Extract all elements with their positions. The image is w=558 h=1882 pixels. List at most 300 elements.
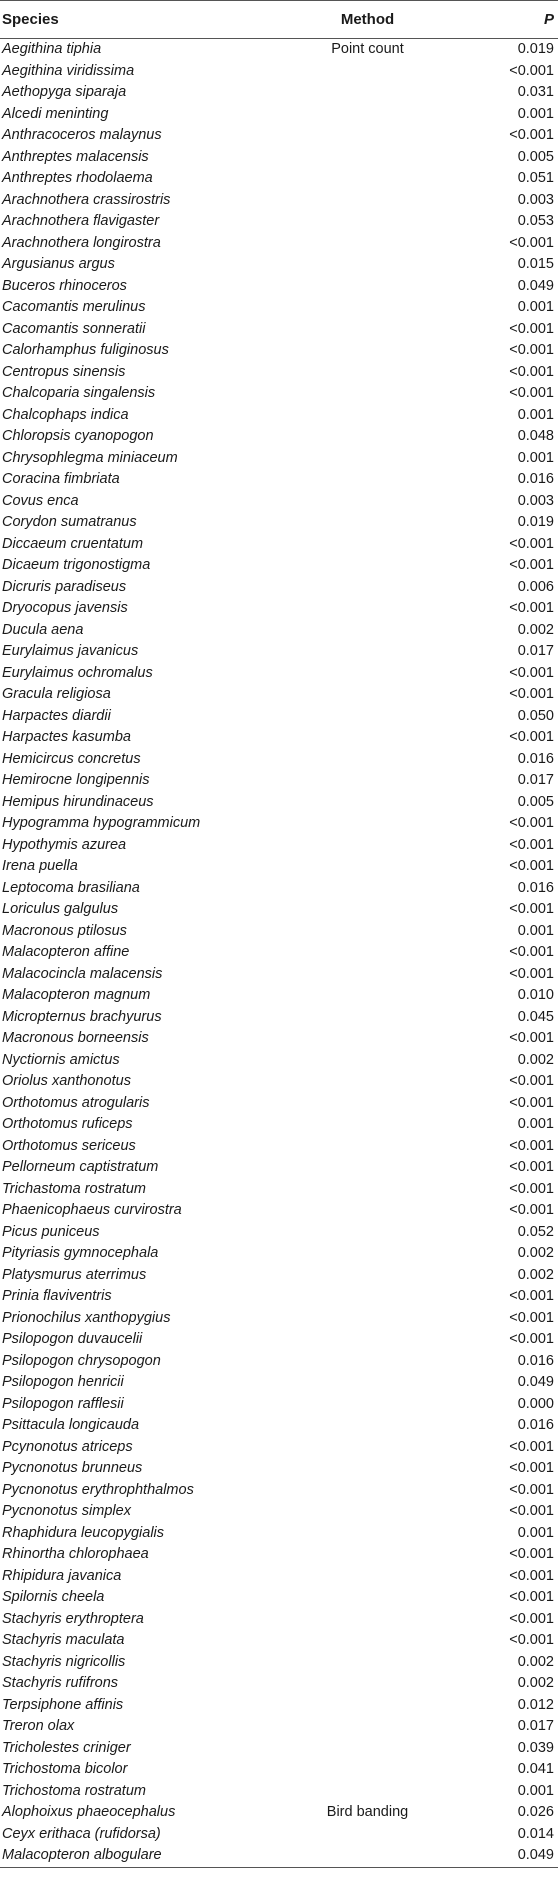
p-value: <0.001: [509, 1137, 554, 1154]
method-cell: [300, 813, 435, 835]
method-cell: [300, 1673, 435, 1695]
method-cell: [300, 1028, 435, 1050]
method-cell: [300, 1630, 435, 1652]
species-name: Trichostoma bicolor: [2, 1761, 128, 1777]
species-name: Trichostoma rostratum: [2, 1782, 146, 1799]
method-cell: [300, 297, 435, 319]
table-row: [0, 1673, 558, 1695]
method-cell: [300, 491, 435, 513]
method-cell: [300, 1759, 435, 1781]
table-row: [0, 340, 558, 362]
table-row: [0, 1093, 558, 1115]
species-name: Irena puella: [2, 858, 78, 874]
species-name: Arachnothera flavigaster: [2, 213, 160, 229]
species-name: Hypothymis azurea: [2, 836, 127, 853]
table-row: [0, 727, 558, 749]
species-name: Rhinortha chlorophaea: [2, 1546, 149, 1562]
p-value: 0.017: [517, 1718, 554, 1734]
p-value: <0.001: [509, 363, 554, 380]
species-name: Platysmurus aterrimus: [2, 1266, 147, 1283]
header-species: Species: [0, 1, 300, 39]
p-value: <0.001: [509, 1159, 554, 1175]
table-row: [0, 104, 558, 126]
table-row: [0, 1759, 558, 1781]
species-name: Aegithina viridissima: [2, 62, 135, 79]
method-cell: [300, 168, 435, 190]
table-row: [0, 1501, 558, 1523]
species-name: Stachyris nigricollis: [2, 1653, 126, 1670]
species-name: Eurylaimus ochromalus: [2, 664, 153, 681]
p-value: <0.001: [509, 1481, 554, 1498]
table-row: [0, 469, 558, 491]
p-value: <0.001: [509, 1094, 554, 1111]
table-row: [0, 1050, 558, 1072]
species-name: Hemipus hirundinaceus: [2, 793, 154, 810]
method-cell: [300, 233, 435, 255]
table-row: [0, 233, 558, 255]
table-row: [0, 921, 558, 943]
method-cell: [300, 1437, 435, 1459]
table-row: [0, 1458, 558, 1480]
species-name: Ceyx erithaca (rufidorsa): [2, 1825, 161, 1842]
p-value: 0.041: [517, 1761, 554, 1777]
p-value: 0.017: [517, 643, 554, 659]
p-value: <0.001: [509, 600, 554, 616]
table-row: [0, 1243, 558, 1265]
method-cell: [300, 964, 435, 986]
p-value: 0.001: [517, 105, 554, 122]
table-row: [0, 448, 558, 470]
table-row: [0, 383, 558, 405]
table-row: [0, 598, 558, 620]
species-name: Picus puniceus: [2, 1223, 100, 1240]
p-value: <0.001: [509, 1567, 554, 1584]
table-row: [0, 362, 558, 384]
method-cell: [300, 1351, 435, 1373]
table-row: [0, 856, 558, 878]
p-value: 0.005: [517, 148, 554, 165]
species-name: Aethopyga siparaja: [2, 84, 127, 100]
table-row: [0, 1114, 558, 1136]
p-value: <0.001: [509, 1331, 554, 1347]
p-value: 0.017: [517, 772, 554, 788]
p-value: 0.001: [517, 299, 554, 315]
table-row: [0, 297, 558, 319]
table-row: [0, 770, 558, 792]
species-name: Macronous borneensis: [2, 1030, 149, 1046]
p-value: 0.049: [435, 1845, 558, 1867]
table-row: [0, 1136, 558, 1158]
p-value: 0.026: [517, 1804, 554, 1820]
p-value: <0.001: [509, 815, 554, 831]
table-row: [0, 985, 558, 1007]
p-value: <0.001: [509, 1610, 554, 1627]
method-cell: [300, 1458, 435, 1480]
method-cell: [300, 276, 435, 298]
species-name: Buceros rhinoceros: [2, 277, 127, 294]
table-row: [0, 899, 558, 921]
header-p-value: P: [435, 1, 558, 39]
species-name: Orthotomus ruficeps: [2, 1116, 133, 1132]
p-value: 0.006: [517, 578, 554, 595]
method-cell: [300, 555, 435, 577]
p-value: <0.001: [509, 62, 554, 79]
table-row: [0, 1824, 558, 1846]
table-row: [0, 1222, 558, 1244]
p-value: <0.001: [509, 1180, 554, 1197]
p-value: 0.005: [517, 793, 554, 810]
method-cell: [300, 190, 435, 212]
species-name: Chrysophlegma miniaceum: [2, 449, 178, 466]
p-value: <0.001: [509, 557, 554, 573]
p-value: <0.001: [509, 944, 554, 960]
method-cell: [300, 684, 435, 706]
table-row: [0, 82, 558, 104]
species-name: Prionochilus xanthopygius: [2, 1309, 171, 1326]
method-cell: [300, 1222, 435, 1244]
table-row: [0, 641, 558, 663]
table-row: [0, 792, 558, 814]
method-cell: [300, 1329, 435, 1351]
method-cell: [300, 254, 435, 276]
p-value: 0.019: [517, 514, 554, 530]
p-value: 0.016: [517, 879, 554, 896]
species-name: Macronous ptilosus: [2, 922, 127, 939]
p-value: <0.001: [509, 1546, 554, 1562]
method-cell: [300, 1566, 435, 1588]
species-name: Cacomantis merulinus: [2, 299, 146, 315]
p-value: 0.012: [517, 1696, 554, 1713]
p-value: <0.001: [509, 729, 554, 745]
method-cell: [300, 1136, 435, 1158]
method-cell: [300, 1501, 435, 1523]
method-cell: [300, 405, 435, 427]
method-cell: [300, 82, 435, 104]
species-name: Dryocopus javensis: [2, 600, 128, 616]
table-row: [0, 1265, 558, 1287]
species-name: Prinia flaviventris: [2, 1288, 112, 1304]
method-cell: Point count: [331, 41, 404, 57]
p-value: 0.002: [517, 1266, 554, 1283]
method-cell: [300, 1007, 435, 1029]
table-row: [0, 1802, 558, 1824]
species-name: Hemicircus concretus: [2, 750, 141, 767]
table-row: [0, 620, 558, 642]
method-cell: Bird banding: [326, 1804, 409, 1820]
species-name: Psilopogon henricii: [2, 1374, 124, 1390]
species-name: Anthracoceros malaynus: [2, 127, 162, 143]
p-value: 0.001: [517, 1524, 554, 1541]
species-name: Aegithina tiphia: [2, 41, 102, 57]
species-name: Chloropsis cyanopogon: [2, 428, 154, 444]
p-value: <0.001: [509, 1030, 554, 1046]
p-value: 0.014: [517, 1825, 554, 1842]
p-value: <0.001: [509, 664, 554, 681]
species-name: Harpactes kasumba: [2, 729, 131, 745]
table-row: [0, 1308, 558, 1330]
method-cell: [300, 1114, 435, 1136]
p-value: 0.050: [517, 707, 554, 724]
table-row: [0, 684, 558, 706]
table-row: [0, 706, 558, 728]
species-name: Orthotomus sericeus: [2, 1137, 136, 1154]
table-row: [0, 1630, 558, 1652]
species-name: Treron olax: [2, 1718, 75, 1734]
p-value: 0.002: [517, 621, 554, 638]
method-cell: [300, 1652, 435, 1674]
table-row: [0, 555, 558, 577]
species-name: Nyctiornis amictus: [2, 1051, 120, 1068]
p-value: 0.031: [517, 84, 554, 100]
table-row: [0, 211, 558, 233]
p-value: 0.016: [517, 750, 554, 767]
p-value: <0.001: [509, 858, 554, 874]
method-cell: [300, 1781, 435, 1803]
method-cell: [300, 663, 435, 685]
table-row: [0, 1716, 558, 1738]
method-cell: [300, 1695, 435, 1717]
species-name: Hemirocne longipennis: [2, 772, 150, 788]
species-name: Rhipidura javanica: [2, 1567, 122, 1584]
table-row: [0, 1544, 558, 1566]
species-name: Hypogramma hypogrammicum: [2, 815, 201, 831]
method-cell: [300, 1609, 435, 1631]
p-value: 0.039: [517, 1739, 554, 1756]
p-value: <0.001: [509, 836, 554, 853]
p-value: 0.000: [517, 1395, 554, 1412]
species-name: Gracula religiosa: [2, 686, 111, 702]
species-name: Stachyris erythroptera: [2, 1610, 144, 1627]
p-value: <0.001: [509, 320, 554, 337]
species-name: Phaenicophaeus curvirostra: [2, 1202, 182, 1218]
method-cell: [300, 1845, 435, 1867]
table-row: [0, 254, 558, 276]
table-row: [0, 1523, 558, 1545]
table-row: [0, 749, 558, 771]
p-value: 0.052: [517, 1223, 554, 1240]
p-value: <0.001: [509, 901, 554, 917]
species-name: Calorhamphus fuliginosus: [2, 342, 169, 358]
method-cell: [300, 856, 435, 878]
table-row: [0, 61, 558, 83]
species-name: Alcedi meninting: [2, 105, 109, 122]
species-name: Ducula aena: [2, 621, 84, 638]
p-value: 0.001: [517, 922, 554, 939]
table-row: [0, 39, 558, 61]
p-value: 0.002: [517, 1245, 554, 1261]
table-header: [0, 1, 558, 39]
species-name: Psilopogon duvaucelii: [2, 1331, 143, 1347]
p-value: 0.002: [517, 1675, 554, 1691]
table-row: [0, 1394, 558, 1416]
method-cell: [300, 1050, 435, 1072]
table-row: [0, 1781, 558, 1803]
species-name: Dicruris paradiseus: [2, 578, 127, 595]
species-name: Tricholestes criniger: [2, 1739, 131, 1756]
method-cell: [300, 1523, 435, 1545]
method-cell: [300, 770, 435, 792]
table-row: [0, 1157, 558, 1179]
method-cell: [300, 362, 435, 384]
table-row: [0, 1587, 558, 1609]
p-value: 0.015: [517, 256, 554, 272]
method-cell: [300, 598, 435, 620]
species-name: Pycnonotus erythrophthalmos: [2, 1481, 194, 1498]
p-value: 0.016: [517, 471, 554, 487]
species-name: Coracina fimbriata: [2, 471, 120, 487]
method-cell: [300, 1308, 435, 1330]
table-body: [0, 39, 558, 1868]
table-row: [0, 1179, 558, 1201]
species-name: Centropus sinensis: [2, 363, 126, 380]
method-cell: [300, 921, 435, 943]
species-name: Chalcoparia singalensis: [2, 385, 156, 401]
p-value: 0.002: [517, 1653, 554, 1670]
p-value: 0.001: [517, 449, 554, 466]
table-row: [0, 1200, 558, 1222]
p-value: 0.002: [517, 1051, 554, 1068]
method-cell: [300, 1071, 435, 1093]
method-cell: [300, 1157, 435, 1179]
method-cell: [300, 211, 435, 233]
species-name: Micropternus brachyurus: [2, 1008, 162, 1025]
method-cell: [300, 942, 435, 964]
method-cell: [300, 985, 435, 1007]
table-row: [0, 405, 558, 427]
p-value: 0.053: [517, 213, 554, 229]
p-value: 0.001: [517, 1782, 554, 1799]
method-cell: [300, 749, 435, 771]
method-cell: [300, 448, 435, 470]
p-value: 0.003: [517, 492, 554, 509]
p-value: 0.016: [517, 1352, 554, 1369]
method-cell: [300, 577, 435, 599]
table-row: [0, 1071, 558, 1093]
p-value: <0.001: [509, 1309, 554, 1326]
table-row: [0, 942, 558, 964]
method-cell: [300, 641, 435, 663]
species-name: Arachnothera crassirostris: [2, 191, 171, 208]
species-name: Rhaphidura leucopygialis: [2, 1524, 165, 1541]
p-value: 0.019: [517, 41, 554, 57]
method-cell: [300, 1587, 435, 1609]
table-row: [0, 1845, 558, 1867]
method-cell: [300, 61, 435, 83]
table-row: [0, 1028, 558, 1050]
table-row: [0, 1007, 558, 1029]
species-name: Pcynonotus atriceps: [2, 1438, 133, 1455]
table-row: [0, 1695, 558, 1717]
table-row: [0, 878, 558, 900]
p-value: 0.003: [517, 191, 554, 208]
species-name: Pellorneum captistratum: [2, 1159, 159, 1175]
species-name: Oriolus xanthonotus: [2, 1073, 131, 1089]
method-cell: [300, 792, 435, 814]
table-row: [0, 1738, 558, 1760]
table-row: [0, 964, 558, 986]
species-name: Chalcophaps indica: [2, 406, 129, 423]
species-name: Psilopogon chrysopogon: [2, 1352, 161, 1369]
method-cell: [300, 1093, 435, 1115]
p-value: 0.001: [517, 406, 554, 423]
method-cell: [300, 878, 435, 900]
species-name: Trichastoma rostratum: [2, 1180, 146, 1197]
header-method: Method: [300, 1, 435, 39]
p-value: 0.048: [517, 428, 554, 444]
method-cell: [300, 104, 435, 126]
species-name: Malacopteron magnum: [2, 987, 151, 1003]
p-value: 0.049: [517, 277, 554, 294]
method-cell: [300, 1286, 435, 1308]
method-cell: [300, 899, 435, 921]
p-value: 0.010: [517, 987, 554, 1003]
method-cell: [300, 319, 435, 341]
method-cell: [300, 469, 435, 491]
table-row: [0, 1566, 558, 1588]
species-name: Leptocoma brasiliana: [2, 879, 140, 896]
table-row: [0, 319, 558, 341]
table-row: [0, 168, 558, 190]
p-value: 0.045: [517, 1008, 554, 1025]
table-row: [0, 147, 558, 169]
p-value: <0.001: [509, 1438, 554, 1455]
method-cell: [300, 383, 435, 405]
table-row: [0, 813, 558, 835]
p-value: 0.051: [517, 170, 554, 186]
p-value: <0.001: [509, 1288, 554, 1304]
species-name: Malacopteron affine: [2, 944, 130, 960]
species-name: Diccaeum cruentatum: [2, 535, 144, 552]
header-row: [0, 1, 558, 39]
table-row: [0, 534, 558, 556]
table-row: [0, 835, 558, 857]
method-cell: [300, 1544, 435, 1566]
p-value: <0.001: [509, 1202, 554, 1218]
table-row: [0, 663, 558, 685]
table-row: [0, 190, 558, 212]
table-row: [0, 1652, 558, 1674]
method-cell: [300, 512, 435, 534]
table-row: [0, 577, 558, 599]
species-name: Anthreptes malacensis: [2, 148, 149, 165]
table-row: [0, 1329, 558, 1351]
p-value: 0.016: [517, 1417, 554, 1433]
species-name: Spilornis cheela: [2, 1589, 105, 1605]
species-name: Malacocincla malacensis: [2, 965, 163, 982]
species-name: Covus enca: [2, 492, 79, 509]
method-cell: [300, 706, 435, 728]
species-name: Psittacula longicauda: [2, 1417, 140, 1433]
p-value: 0.001: [517, 1116, 554, 1132]
species-name: Arachnothera longirostra: [2, 234, 161, 251]
method-cell: [300, 147, 435, 169]
species-name: Harpactes diardii: [2, 707, 111, 724]
table-row: [0, 1609, 558, 1631]
method-cell: [300, 426, 435, 448]
species-name: Pycnonotus brunneus: [2, 1460, 143, 1476]
p-value: <0.001: [509, 234, 554, 251]
method-cell: [300, 1394, 435, 1416]
method-cell: [300, 1738, 435, 1760]
table-row: [0, 512, 558, 534]
species-name: Pycnonotus simplex: [2, 1503, 131, 1519]
table-row: [0, 276, 558, 298]
species-name: Loriculus galgulus: [2, 901, 119, 917]
p-value: <0.001: [509, 535, 554, 552]
method-cell: [300, 1265, 435, 1287]
species-name: Alophoixus phaeocephalus: [2, 1804, 176, 1820]
p-value: <0.001: [509, 1632, 554, 1648]
